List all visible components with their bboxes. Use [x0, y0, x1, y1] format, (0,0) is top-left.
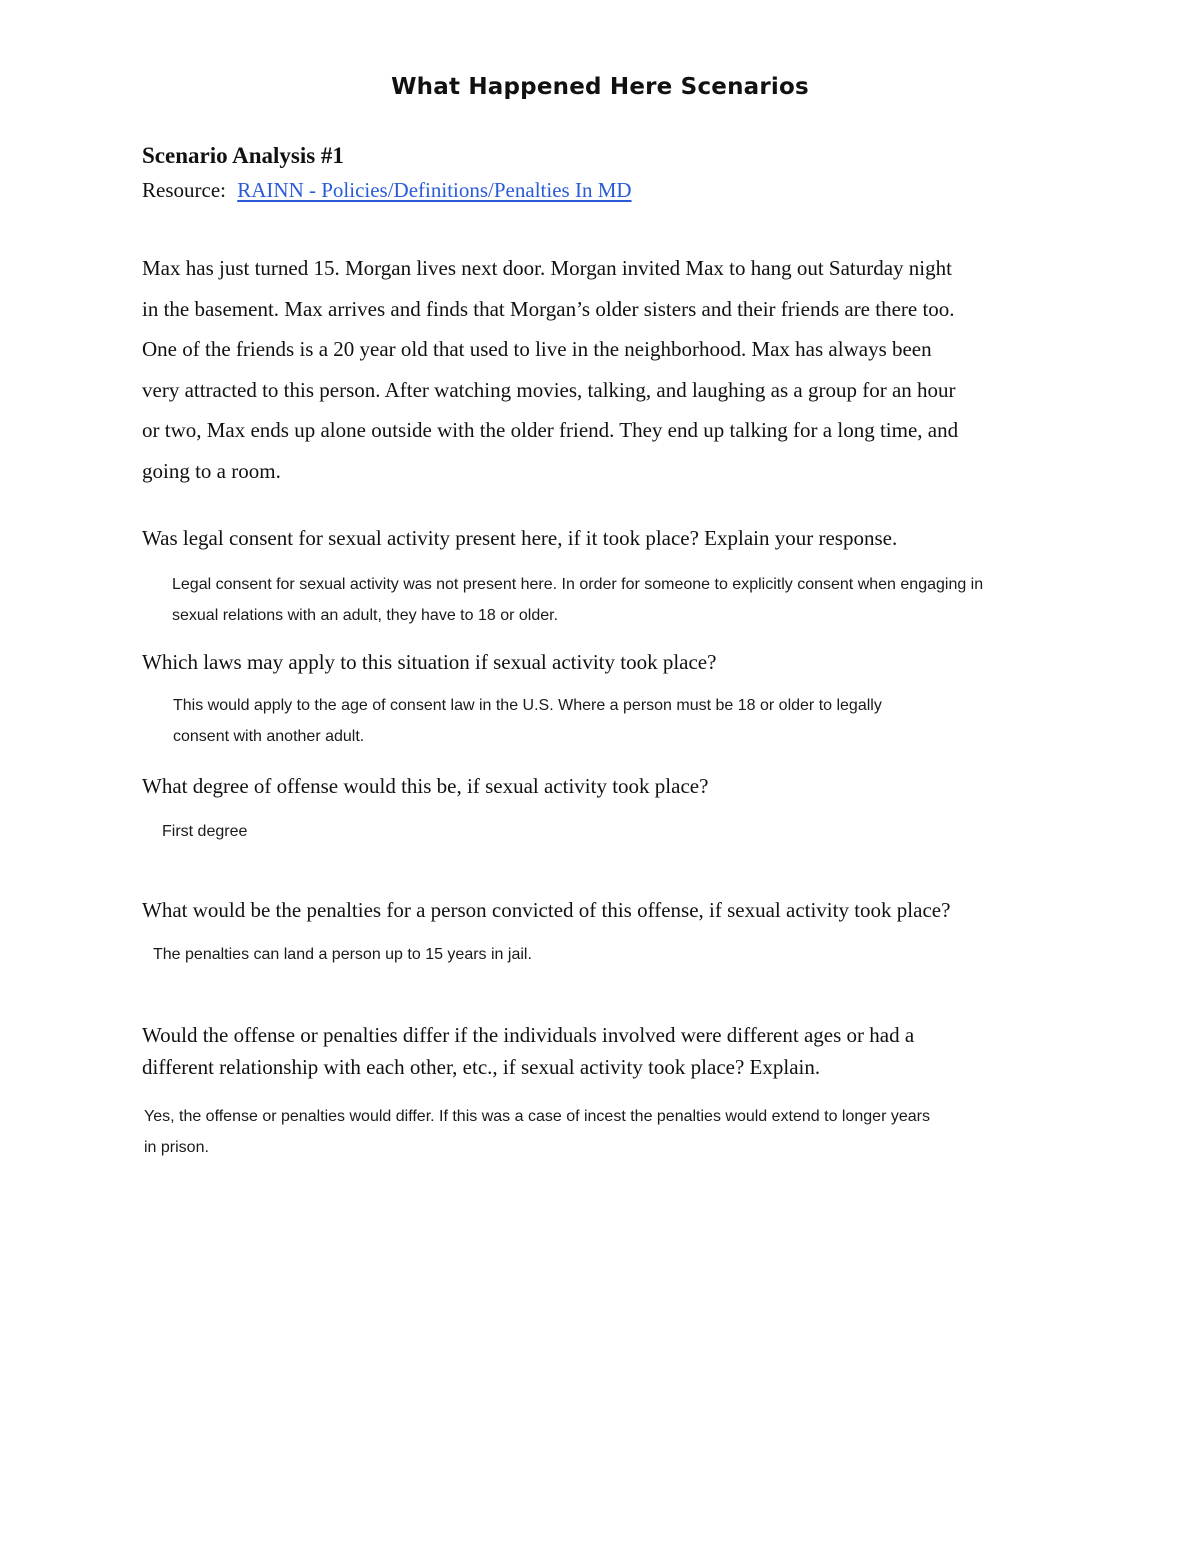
question-text: Was legal consent for sexual activity present here, if it took place? Explain your response.	[142, 526, 898, 550]
scenario-line: Max has just turned 15. Morgan lives next door. Morgan invited Max to hang out Saturday night	[142, 256, 952, 280]
answer-text: consent with another adult.	[173, 728, 365, 745]
scenario-paragraph	[142, 248, 1062, 492]
answer-4	[153, 939, 532, 970]
answer-text: The penalties can land a person up to 15 years in jail.	[153, 946, 532, 963]
answer-text: sexual relations with an adult, they have to 18 or older.	[172, 607, 559, 624]
question-1	[142, 526, 897, 551]
answer-text: in prison.	[144, 1139, 209, 1156]
scenario-line: going to a room.	[142, 458, 281, 483]
question-4	[142, 898, 950, 923]
answer-text: Legal consent for sexual activity was not present here. In order for someone to explicitly consent when engaging in	[172, 576, 984, 593]
resource-label: Resource:	[142, 178, 226, 202]
question-text: What degree of offense would this be, if sexual activity took place?	[142, 774, 709, 798]
answer-text: Yes, the offense or penalties would differ. If this was a case of incest the penalties would extend to longer years	[144, 1108, 930, 1125]
document-title: What Happened Here Scenarios	[391, 74, 809, 100]
scenario-line: or two, Max ends up alone outside with the older friend. They end up talking for a long time, and	[142, 418, 959, 443]
answer-text: This would apply to the age of consent law in the U.S. Where a person must be 18 or older to legally	[173, 697, 882, 714]
question-3	[142, 774, 708, 799]
answer-2	[173, 690, 882, 752]
resource-line	[142, 178, 632, 203]
answer-5	[144, 1101, 930, 1163]
question-text: What would be the penalties for a person convicted of this offense, if sexual activity took place?	[142, 898, 951, 922]
answer-3	[162, 816, 247, 847]
question-5	[142, 1019, 914, 1083]
section-heading: Scenario Analysis #1	[142, 143, 344, 168]
answer-1	[172, 569, 983, 631]
resource-link[interactable]: RAINN - Policies/Definitions/Penalties In MD	[237, 178, 632, 202]
scenario-line: One of the friends is a 20 year old that used to live in the neighborhood. Max has always been	[142, 337, 932, 362]
question-text: Would the offense or penalties differ if the individuals involved were different ages or had a	[142, 1023, 915, 1047]
question-2	[142, 650, 716, 675]
scenario-line: very attracted to this person. After watching movies, talking, and laughing as a group for an hour	[142, 377, 956, 402]
question-text: Which laws may apply to this situation if sexual activity took place?	[142, 650, 717, 674]
question-text: different relationship with each other, etc., if sexual activity took place? Explain.	[142, 1055, 821, 1079]
answer-text: First degree	[162, 823, 248, 840]
scenario-line: in the basement. Max arrives and finds that Morgan’s older sisters and their friends are there too.	[142, 296, 955, 321]
